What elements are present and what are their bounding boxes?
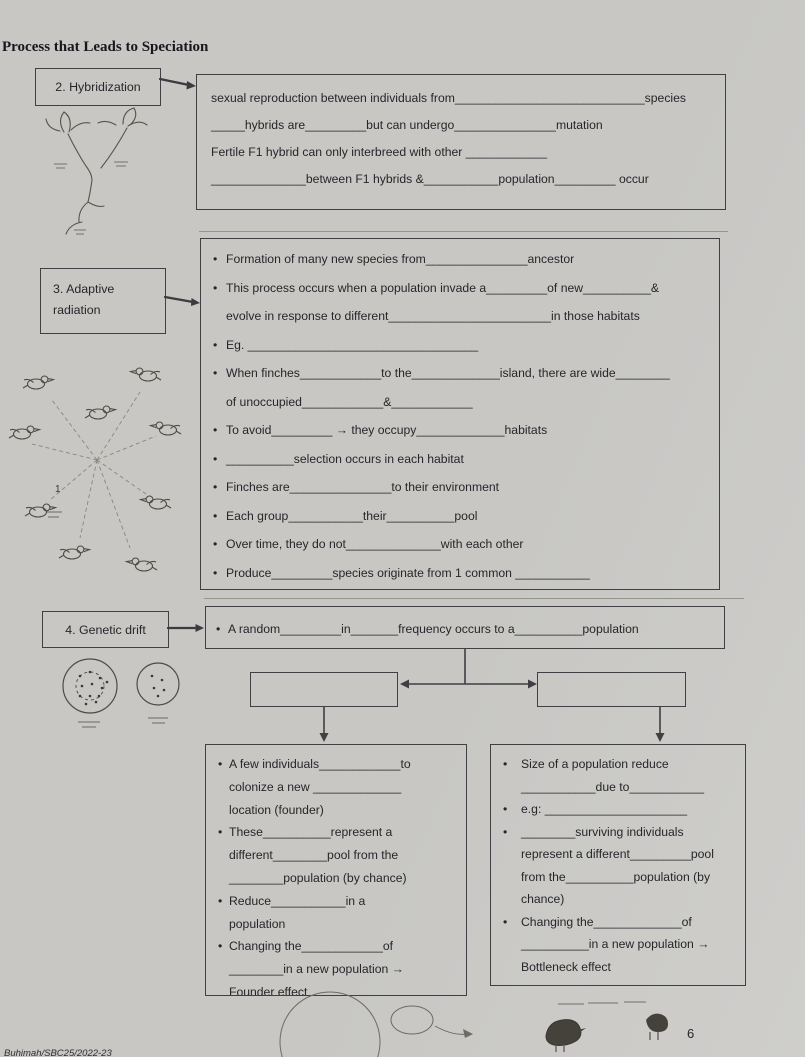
fill-line: • These__________represent a bbox=[218, 821, 460, 844]
fill-line: • Finches are_______________to their environment bbox=[213, 473, 709, 502]
fill-line: • When finches____________to the_____________island, there are wide________ bbox=[213, 359, 709, 388]
footer-text: Buhimah/SBC25/2022-23 bbox=[4, 1048, 112, 1057]
page-number: 6 bbox=[687, 1026, 695, 1041]
fill-line: Bottleneck effect bbox=[521, 959, 611, 974]
fill-line: • This process occurs when a population invade a_________of new__________& bbox=[213, 274, 709, 303]
fill-line: ________population (by chance) bbox=[229, 870, 407, 885]
fill-line: • Size of a population reduce bbox=[503, 753, 739, 776]
fill-line: ________in a new population → bbox=[229, 962, 404, 977]
fill-line: • A random_________in_______frequency occurs to a__________population bbox=[216, 620, 714, 638]
fill-line: • Each group___________their__________pool bbox=[213, 502, 709, 531]
plant-sketch bbox=[30, 104, 170, 239]
fill-line: • Over time, they do not______________with each other bbox=[213, 530, 709, 559]
fill-line: ______________between F1 hybrids &___________population_________ occur bbox=[211, 172, 649, 186]
finches-note: 1 bbox=[55, 484, 61, 495]
fill-line: chance) bbox=[521, 892, 565, 906]
founder-effect-box bbox=[205, 744, 467, 996]
hybridization-label-box bbox=[35, 68, 161, 106]
bottleneck-effect-box bbox=[490, 744, 746, 986]
arrow-genetic-drift-icon bbox=[167, 620, 207, 636]
fill-line: • A few individuals____________to bbox=[218, 753, 460, 776]
fill-line: sexual reproduction between individuals from____________________________species bbox=[211, 91, 686, 105]
adaptive-label: 3. Adaptive radiation bbox=[53, 282, 115, 317]
fill-line: • To avoid_________ → they occupy_____________habitats bbox=[213, 416, 709, 445]
genetic-drift-content-box bbox=[205, 606, 725, 649]
fill-line: population bbox=[229, 916, 286, 931]
page-title: Process that Leads to Speciation bbox=[2, 39, 209, 55]
finches-sketch bbox=[0, 352, 196, 598]
fill-line: ___________due to___________ bbox=[521, 779, 705, 794]
population-circles-sketch bbox=[52, 652, 202, 734]
adaptive-content-box bbox=[200, 238, 720, 590]
fill-line: location (founder) bbox=[229, 802, 324, 817]
arrow-hybridization-icon bbox=[159, 72, 199, 94]
hybridization-content-box bbox=[196, 74, 726, 210]
fill-line: • Produce_________species originate from 1 common ___________ bbox=[213, 559, 709, 588]
adaptive-label-box bbox=[40, 268, 166, 334]
fill-line: • Eg. __________________________________ bbox=[213, 331, 709, 360]
fill-line: of unoccupied____________&____________ bbox=[226, 394, 473, 409]
separator-line bbox=[204, 598, 744, 599]
circles-doodle-sketch bbox=[252, 982, 487, 1057]
fill-line: • Formation of many new species from_______________ancestor bbox=[213, 245, 709, 274]
arrow-adaptive-icon bbox=[164, 288, 202, 312]
genetic-drift-label: 4. Genetic drift bbox=[65, 622, 146, 637]
hybridization-label: 2. Hybridization bbox=[55, 80, 141, 94]
fill-line: • Changing the____________of bbox=[218, 935, 460, 958]
fill-line: __________in a new population → bbox=[521, 937, 710, 951]
fill-line: • Reduce___________in a bbox=[218, 890, 460, 913]
flowchart-empty-box-right bbox=[537, 672, 686, 707]
fill-line: Founder effect bbox=[229, 984, 308, 996]
fill-line: • e.g: _____________________ bbox=[503, 798, 739, 821]
fill-line: from the__________population (by bbox=[521, 869, 711, 884]
fill-line: Fertile F1 hybrid can only interbreed with other ____________ bbox=[211, 145, 548, 159]
flowchart-empty-box-left bbox=[250, 672, 398, 707]
fill-line: evolve in response to different________________________in those habitats bbox=[226, 309, 640, 323]
separator-line bbox=[199, 231, 728, 232]
fill-line: • __________selection occurs in each habitat bbox=[213, 445, 709, 474]
fill-line: colonize a new _____________ bbox=[229, 779, 402, 794]
genetic-drift-label-box bbox=[42, 611, 169, 648]
fill-line: represent a different_________pool bbox=[521, 847, 714, 861]
bird-doodle-sketch bbox=[528, 998, 686, 1056]
fill-line: _____hybrids are_________but can undergo_______________mutation bbox=[211, 118, 603, 132]
fill-line: • Changing the_____________of bbox=[503, 911, 739, 934]
fill-line: • ________surviving individuals bbox=[503, 821, 739, 844]
fill-line: different________pool from the bbox=[229, 848, 399, 863]
